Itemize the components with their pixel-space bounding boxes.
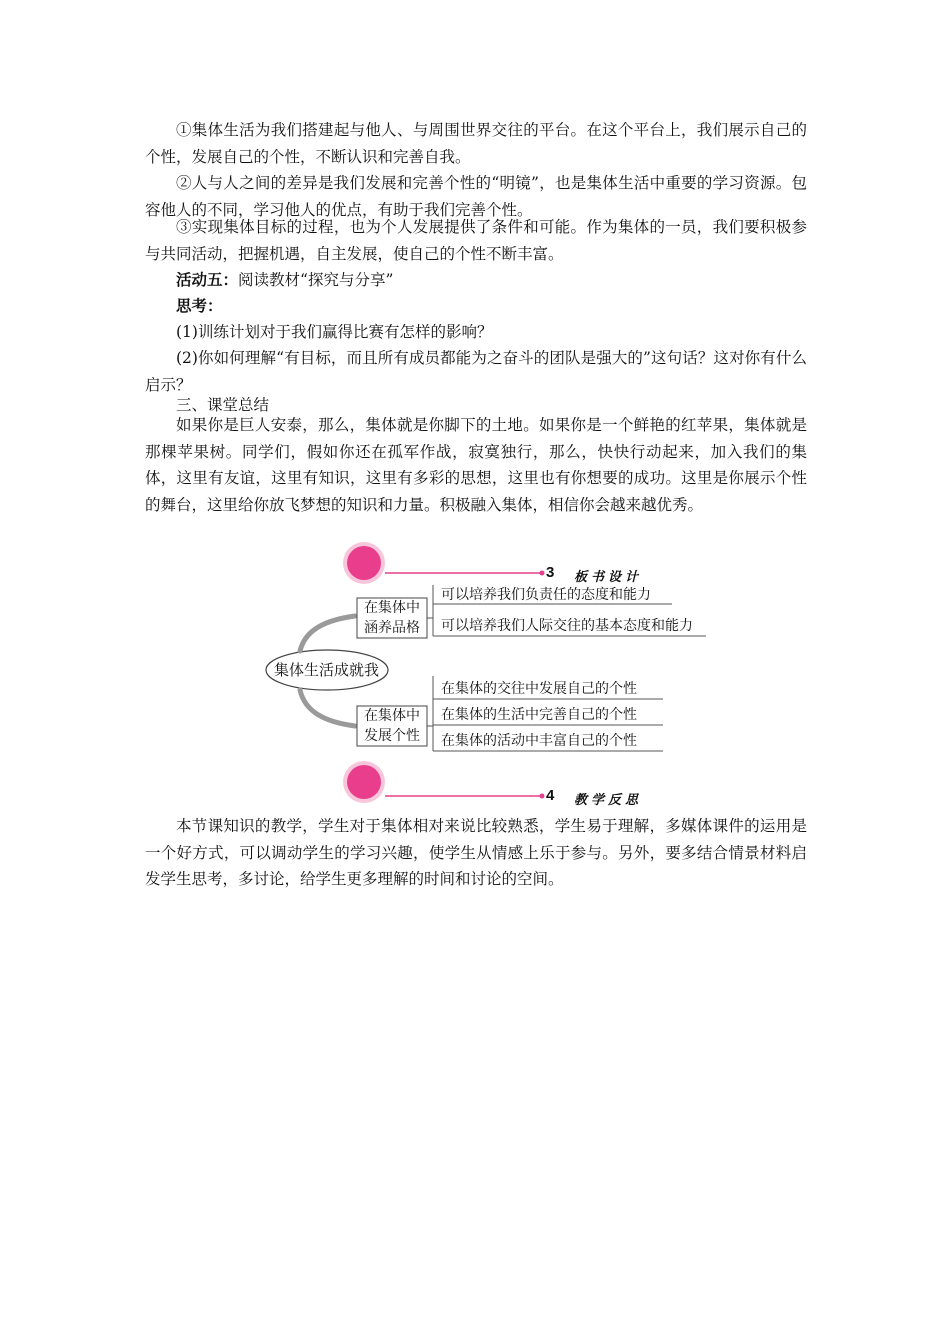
branch-2-label-line1: 在集体中 xyxy=(364,708,420,724)
branch-1-item: 可以培养我们人际交往的基本态度和能力 xyxy=(441,618,693,634)
activity-line xyxy=(145,267,807,294)
section-4-marker xyxy=(343,761,545,803)
branch-1-label-line2: 涵养品格 xyxy=(364,620,420,636)
mindmap-center-label: 集体生活成就我 xyxy=(274,661,380,679)
question-2: (2)你如何理解“有目标，而且所有成员都能为之奋斗的团队是强大的”这句话？这对你有什么启示？ xyxy=(145,349,807,394)
branch-2-label-line2: 发展个性 xyxy=(364,728,420,744)
activity-label: 活动五： xyxy=(176,270,239,289)
summary-paragraph: 如果你是巨人安泰，那么，集体就是你脚下的土地。如果你是一个鲜艳的红苹果，集体就是那棵苹果树。同学们，假如你还在孤军作战，寂寞独行，那么，快快行动起来，加入我们的集体，这里有友谊，这里有知识，这里有多彩的思想，这里也有你想要的成功。这里是你展示个性的舞台，这里给你放飞梦想的知识和力量。积极融入集体，相信你会越来越优秀。 xyxy=(145,416,807,514)
think-label: 思考： xyxy=(176,296,223,315)
branch-2-item: 在集体的生活中完善自己的个性 xyxy=(441,707,637,723)
section-3-title: 板书设计 xyxy=(574,570,643,585)
section-4-number: 4 xyxy=(546,787,555,804)
activity-text: 阅读教材“探究与分享” xyxy=(238,271,394,289)
reflection-paragraph: 本节课知识的教学，学生对于集体相对来说比较熟悉，学生易于理解，多媒体课件的运用是一个好方式，可以调动学生的学习兴趣，使学生从情感上乐于参与。另外，要多结合情景材料启发学生思考，多讨论，给学生更多理解的时间和讨论的空间。 xyxy=(145,817,807,888)
paragraph-3: ③实现集体目标的过程，也为个人发展提供了条件和可能。作为集体的一员，我们要积极参与共同活动，把握机遇，自主发展，使自己的个性不断丰富。 xyxy=(145,218,807,263)
paragraph-1: ①集体生活为我们搭建起与他人、与周围世界交往的平台。在这个平台上，我们展示自己的个性，发展自己的个性，不断认识和完善自我。 xyxy=(145,121,807,166)
section-3-marker xyxy=(343,542,545,584)
paragraph-2: ②人与人之间的差异是我们发展和完善个性的“明镜”，也是集体生活中重要的学习资源。包容他人的不同，学习他人的优点，有助于我们完善个性。 xyxy=(145,174,807,219)
summary-heading: 三、课堂总结 xyxy=(176,396,270,414)
section-3-number: 3 xyxy=(546,564,555,581)
branch-1-label-line1: 在集体中 xyxy=(364,600,420,616)
question-1: (1)训练计划对于我们赢得比赛有怎样的影响？ xyxy=(176,323,493,341)
branch-1-item: 可以培养我们负责任的态度和能力 xyxy=(441,587,651,603)
branch-2-item: 在集体的交往中发展自己的个性 xyxy=(441,681,637,697)
branch-2-item: 在集体的活动中丰富自己的个性 xyxy=(441,733,637,749)
section-4-title: 教学反思 xyxy=(574,793,643,808)
